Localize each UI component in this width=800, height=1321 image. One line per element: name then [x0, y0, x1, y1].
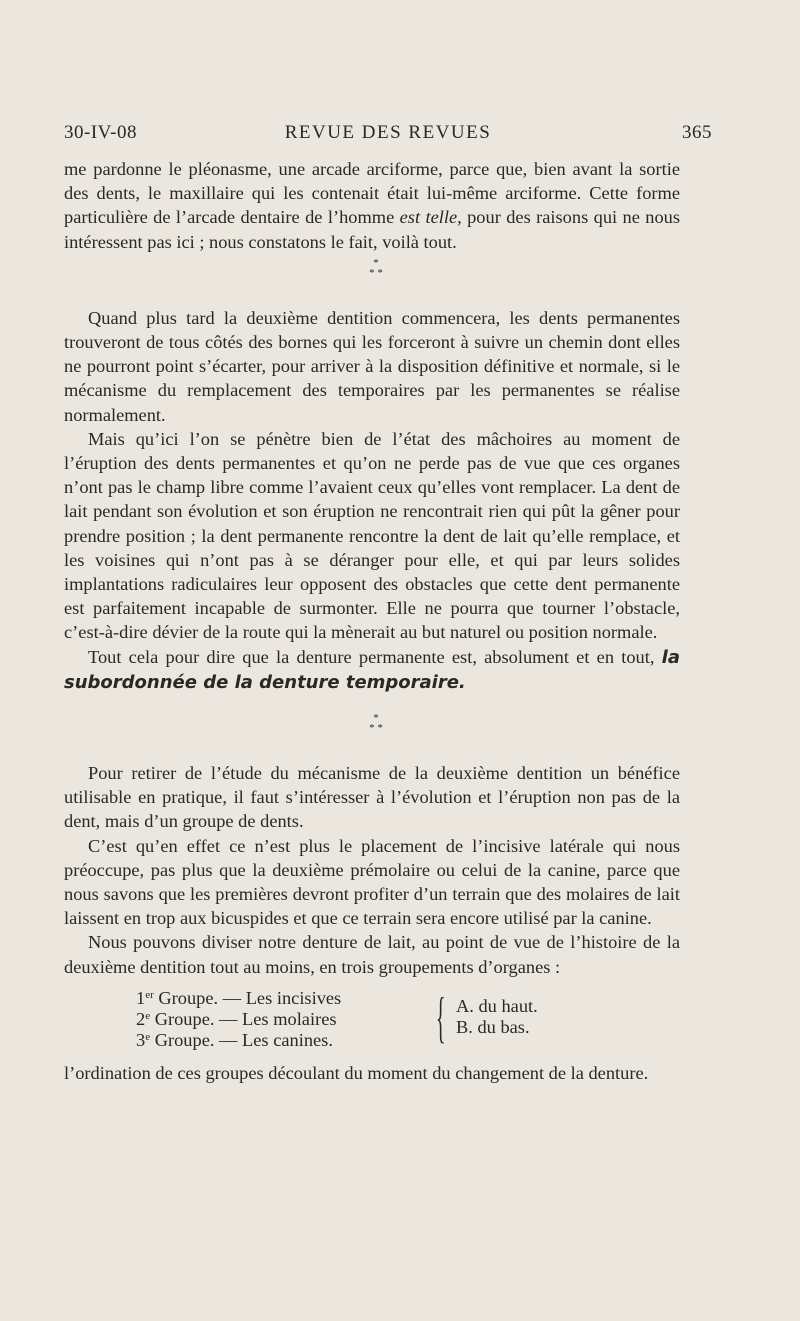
paragraph-3: Mais qu’ici l’on se pénètre bien de l’état des mâchoires au moment de l’éruption des dents permanentes et qu’on ne perde pas de vue que ces organes n’ont pas le champ libre comme l’avaient ceux qu’elles vont remplacer. La dent de lait pendant son évolution et son éruption ne rencontrait rien qui pût la gêner pour prendre position ; la dent permanente rencontre la dent de lait qu’elle remplace, et les voisines qui n’ont pas à se déranger pour elle, et qui par leurs solides implantations radiculaires leur opposent des obstacles que cette dent permanente est parfaitement incapable de surmonter. Elle ne pourra que tourner l’obstacle, c’est-à-dire dévier de la route qui la mènerait au but naturel ou position normale. — [64, 428, 680, 643]
groups-list — [64, 985, 680, 1057]
bold-emphasis: la subordonnée de la denture temporaire. — [64, 646, 680, 693]
article-body — [64, 157, 680, 1085]
jaw-lower: B. du bas. — [456, 1016, 530, 1037]
section-separator-1: * * * — [369, 256, 383, 279]
group-item: 3e Groupe. — Les canines. — [136, 1029, 333, 1050]
group-item: 2e Groupe. — Les molaires — [136, 1008, 337, 1029]
brace-glyph: { — [436, 986, 446, 1049]
header-date: 30-IV-08 — [64, 122, 137, 143]
paragraph-5: Pour retirer de l’étude du mécanisme de la deuxième dentition un bénéfice utilisable en pratique, il faut s’intéresser à l’évolution et l’éruption non pas de la dent, mais d’un groupe de dents. — [64, 763, 680, 832]
jaw-upper: A. du haut. — [456, 995, 538, 1016]
paragraph-8: l’ordination de ces groupes découlant du moment du changement de la denture. — [64, 1062, 649, 1083]
page-number: 365 — [682, 122, 712, 143]
emphasis-text: est telle, — [399, 207, 462, 228]
running-header — [64, 122, 712, 150]
paragraph-2: Quand plus tard la deuxième dentition commencera, les dents permanentes trouveront de tous côtés des bornes qui les forceront à suivre un chemin dont elles ne pourront point s’écarter, pour arriver à la disposition définitive et normale, si le mécanisme du remplacement des temporaires par les permanentes se réalise normalement. — [64, 307, 680, 425]
group-item: 1er Groupe. — Les incisives — [136, 987, 342, 1008]
section-separator-2: * * * — [369, 712, 383, 735]
paragraph-1: me pardonne le pléonasme, une arcade arciforme, parce que, bien avant la sortie des dents, le maxillaire qui les contenait était lui-même arciforme. Cette forme particulière de l’arcade dentaire de l’homme est telle, pour des raisons qui ne nous intéressent pas ici ; nous constatons le fait, voilà tout. — [64, 159, 681, 252]
header-title: REVUE DES REVUES — [284, 122, 492, 143]
paragraph-4: Tout cela pour dire que la denture permanente est, absolument et en tout, la subordonnée de la denture temporaire. — [64, 646, 680, 693]
paragraph-7: Nous pouvons diviser notre denture de lait, au point de vue de l’histoire de la deuxième dentition tout au moins, en trois groupements d’organes : — [64, 932, 680, 977]
paragraph-6: C’est qu’en effet ce n’est plus le placement de l’incisive latérale qui nous préoccupe, pas plus que la deuxième prémolaire ou celui de la canine, parce que nous savons que les premières devront profiter d’un terrain que des molaires de lait laissent en trop aux bicuspides et que ce terrain sera encore utilisé par la canine. — [64, 835, 680, 929]
